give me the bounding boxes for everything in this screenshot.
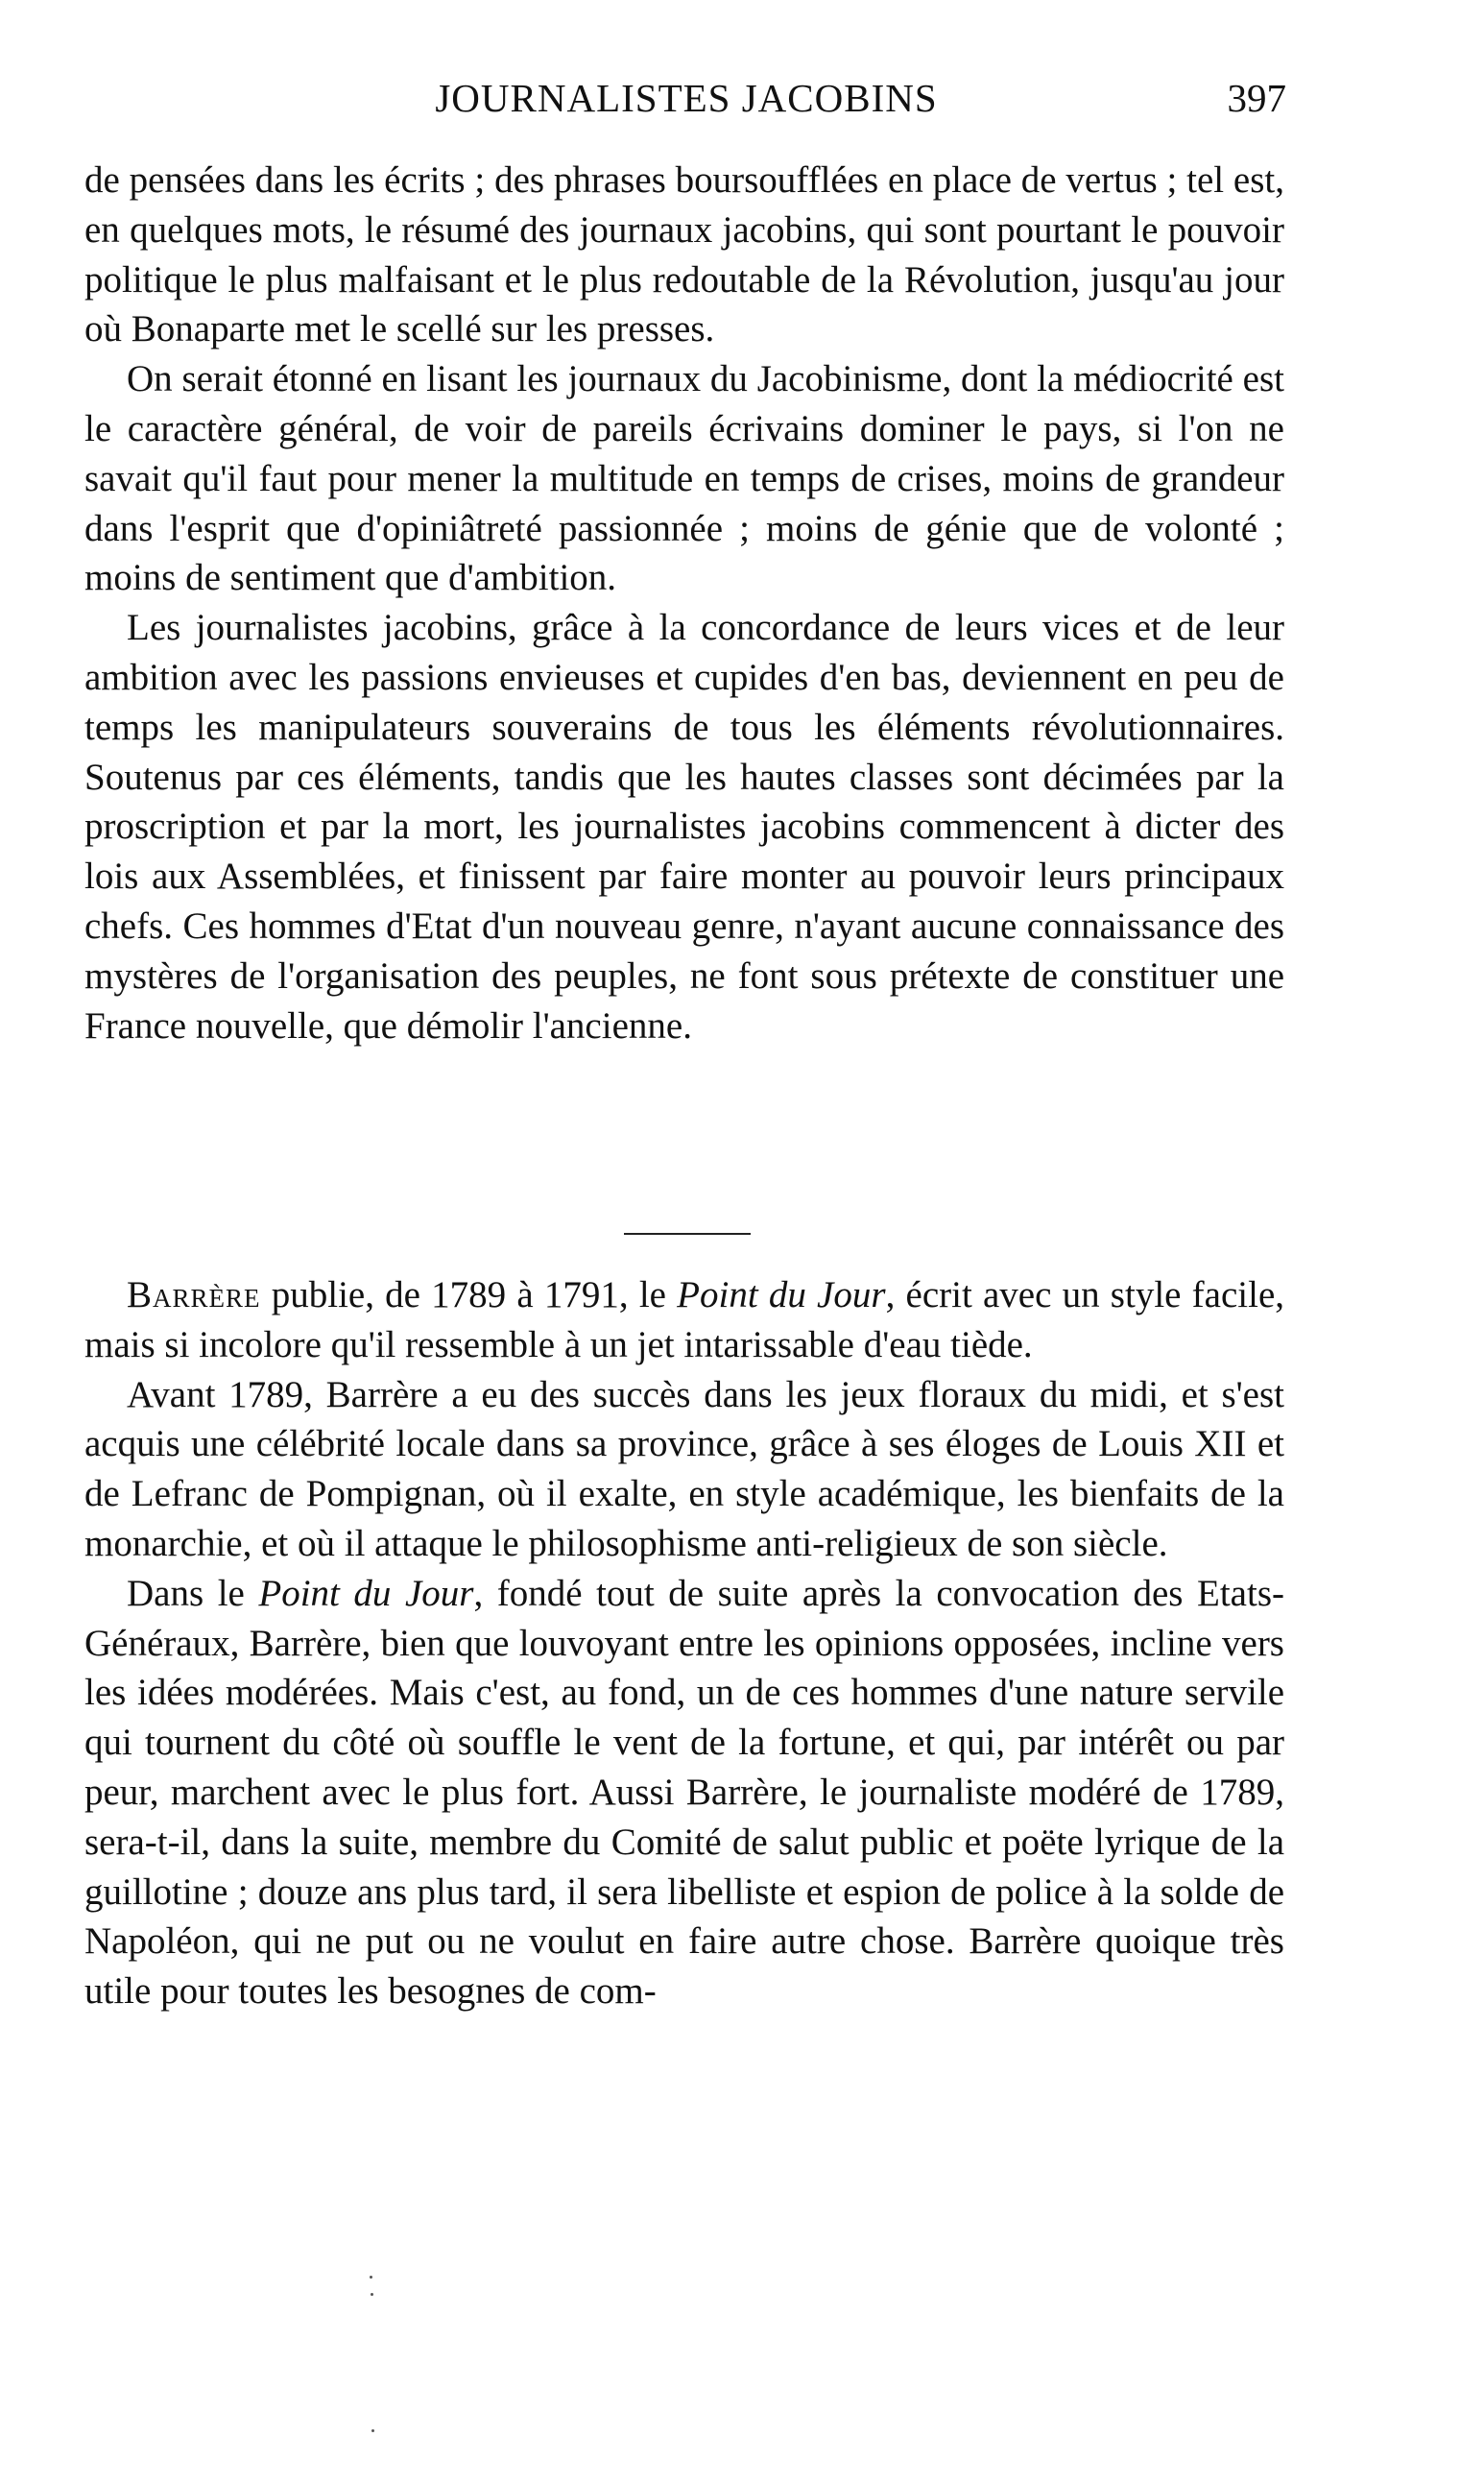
paragraph-text: publie, de 1789 à 1791, le	[260, 1274, 678, 1315]
running-title: JOURNALISTES JACOBINS	[435, 76, 938, 120]
paragraph-before-1789: Avant 1789, Barrère a eu des succès dans les jeux floraux du midi, et s'est acquis une célébrité locale dans sa province, grâce à ses éloges de Louis XII et de Lefranc de Pompignan, où il exalte, en style académique, les bienfaits de la monarchie, et où il attaque le philosophisme anti-religieux de son siècle.	[84, 1373, 1284, 1564]
paper-speck	[370, 2276, 372, 2279]
person-name-barrere: Barrère	[127, 1274, 261, 1315]
paragraph-barrere-point-du-jour	[84, 1270, 1284, 1370]
page-number: 397	[1227, 76, 1286, 120]
paragraph-text: Dans le	[127, 1572, 259, 1614]
section-separator-rule	[624, 1233, 751, 1235]
journal-title: Point du Jour	[677, 1274, 886, 1315]
paragraph-mediocrity: On serait étonné en lisant les journaux du Jacobinisme, dont la médiocrité est le caractère général, de voir de pareils écrivains dominer le pays, si l'on ne savait qu'il faut pour mener la multitude en temps de crises, moins de grandeur dans l'esprit que d'opiniâtreté passionnée ; moins de génie que de volonté ; moins de sentiment que d'ambition.	[84, 358, 1284, 599]
paragraph-text: , écrit avec un style facile, mais si incolore qu'il ressemble à un jet intarissable d'eau tiède.	[84, 1274, 1285, 1365]
journal-title: Point du Jour	[258, 1572, 474, 1614]
text-block-barrere	[84, 1270, 1284, 2016]
paper-speck	[371, 2429, 374, 2432]
paragraph-text: , fondé tout de suite après la convocation des Etats-Généraux, Barrère, bien que louvoyant entre les opinions opposées, incline vers les idées modérées. Mais c'est, au fond, un de ces hommes d'une nature servile qui tournent du côté où souffle le vent de la fortune, et qui, par intérêt ou par peur, marchent avec le plus fort. Aussi Barrère, le journaliste modéré de 1789, sera-t-il, dans la suite, membre du Comité de salut public et poëte lyrique de la guillotine ; douze ans plus tard, il sera libelliste et espion de police à la solde de Napoléon, qui ne put ou ne voulut en faire autre chose. Barrère quoique très utile pour toutes les besognes de com-	[84, 1572, 1284, 2013]
paragraph-continued: de pensées dans les écrits ; des phrases boursoufflées en place de vertus ; tel est, en quelques mots, le résumé des journaux jacobins, qui sont pourtant le pouvoir politique le plus malfaisant et le plus redoutable de la Révolution, jusqu'au jour où Bonaparte met le scellé sur les presses.	[84, 159, 1284, 350]
paragraph-barrere-character	[84, 1569, 1284, 2016]
running-head	[96, 75, 1286, 133]
paragraph-manipulators: Les journalistes jacobins, grâce à la concordance de leurs vices et de leur ambition avec les passions envieuses et cupides d'en bas, deviennent en peu de temps les manipulateurs souverains de tous les éléments révolutionnaires. Soutenus par ces éléments, tandis que les hautes classes sont décimées par la proscription et par la mort, les journalistes jacobins commencent à dicter des lois aux Assemblées, et finissent par faire monter au pouvoir leurs principaux chefs. Ces hommes d'Etat d'un nouveau genre, n'ayant aucune connaissance des mystères de l'organisation des peuples, ne font sous prétexte de constituer une France nouvelle, que démolir l'ancienne.	[84, 607, 1284, 1047]
text-block-jacobin-journalists	[84, 156, 1284, 1050]
paper-speck	[371, 2293, 373, 2296]
